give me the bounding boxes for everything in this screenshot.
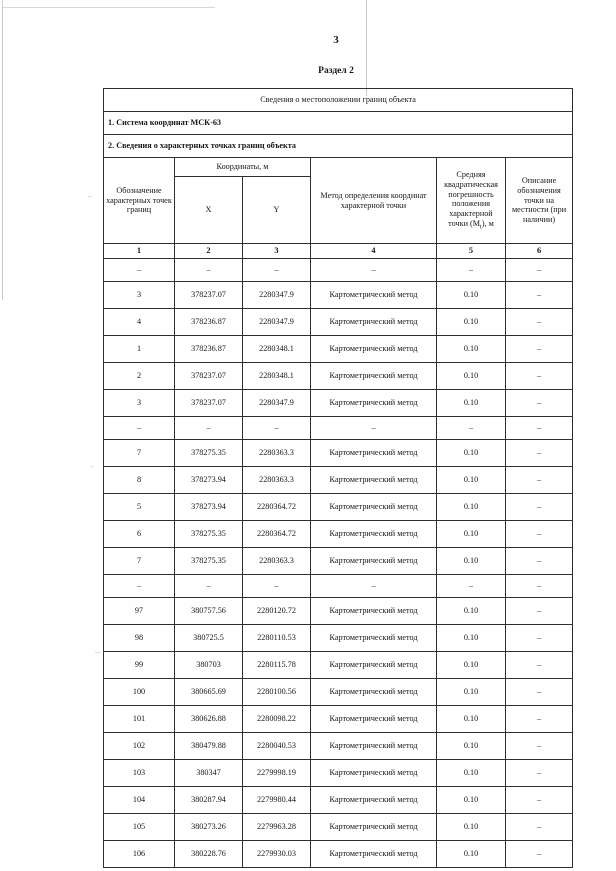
cell-coordinate-x: 378237.07	[175, 363, 243, 390]
cell-coordinate-y: 2280120.72	[243, 598, 311, 625]
cell-mean-square-error: 0.10	[437, 841, 506, 868]
cell-point-number: 100	[104, 679, 175, 706]
table-row	[104, 521, 573, 548]
cell-coordinate-y: 2280110.53	[243, 625, 311, 652]
column-number-5: 5	[437, 244, 506, 259]
separator-cell-method: –	[311, 417, 437, 440]
cell-coordinate-x: 380725.5	[175, 625, 243, 652]
cell-determination-method: Картометрический метод	[311, 598, 437, 625]
section-label: Раздел 2	[318, 66, 354, 76]
cell-determination-method: Картометрический метод	[311, 390, 437, 417]
subsection-coordinate-system: 1. Система координат МСК-63	[104, 112, 573, 135]
cell-mean-square-error: 0.10	[437, 652, 506, 679]
cell-mean-square-error: 0.10	[437, 814, 506, 841]
separator-cell-error: –	[437, 575, 506, 598]
cell-point-number: 98	[104, 625, 175, 652]
cell-point-description: –	[506, 390, 573, 417]
cell-mean-square-error: 0.10	[437, 440, 506, 467]
cell-point-description: –	[506, 706, 573, 733]
cell-determination-method: Картометрический метод	[311, 787, 437, 814]
cell-coordinate-y: 2279998.19	[243, 760, 311, 787]
table-row	[104, 440, 573, 467]
scan-speck	[95, 652, 101, 653]
header-y: Y	[243, 177, 311, 244]
cell-determination-method: Картометрический метод	[311, 336, 437, 363]
table-row	[104, 679, 573, 706]
cell-point-number: 104	[104, 787, 175, 814]
cell-determination-method: Картометрический метод	[311, 363, 437, 390]
header-row-top	[104, 158, 573, 177]
boundary-points-table	[103, 88, 573, 868]
table-row	[104, 733, 573, 760]
header-mean-square-error	[437, 158, 506, 244]
cell-point-description: –	[506, 787, 573, 814]
column-number-2: 2	[175, 244, 243, 259]
cell-determination-method: Картометрический метод	[311, 282, 437, 309]
cell-point-number: 101	[104, 706, 175, 733]
table-separator-row	[104, 259, 573, 282]
cell-point-number: 1	[104, 336, 175, 363]
cell-coordinate-y: 2280098.22	[243, 706, 311, 733]
cell-coordinate-x: 380757.56	[175, 598, 243, 625]
cell-determination-method: Картометрический метод	[311, 706, 437, 733]
table-row	[104, 652, 573, 679]
cell-coordinate-x: 380228.76	[175, 841, 243, 868]
cell-coordinate-x: 380347	[175, 760, 243, 787]
cell-coordinate-x: 380479.88	[175, 733, 243, 760]
scan-speck	[90, 466, 93, 467]
subsection-1-row	[104, 112, 573, 135]
cell-mean-square-error: 0.10	[437, 309, 506, 336]
cell-point-number: 2	[104, 363, 175, 390]
cell-coordinate-x: 378273.94	[175, 494, 243, 521]
table-row	[104, 814, 573, 841]
column-number-1: 1	[104, 244, 175, 259]
column-number-4: 4	[311, 244, 437, 259]
cell-point-number: 7	[104, 548, 175, 575]
cell-point-description: –	[506, 733, 573, 760]
page-margin-rule	[366, 0, 367, 96]
cell-mean-square-error: 0.10	[437, 521, 506, 548]
separator-cell-error: –	[437, 259, 506, 282]
cell-point-description: –	[506, 494, 573, 521]
cell-point-number: 6	[104, 521, 175, 548]
header-point-designation: Обозначение характерных точек границ	[104, 158, 175, 244]
cell-coordinate-x: 380287.94	[175, 787, 243, 814]
cell-determination-method: Картометрический метод	[311, 841, 437, 868]
cell-determination-method: Картометрический метод	[311, 521, 437, 548]
header-x: X	[175, 177, 243, 244]
cell-mean-square-error: 0.10	[437, 282, 506, 309]
cell-mean-square-error: 0.10	[437, 733, 506, 760]
table-row	[104, 390, 573, 417]
separator-cell-point: –	[104, 259, 175, 282]
cell-point-description: –	[506, 814, 573, 841]
separator-cell-x: –	[175, 259, 243, 282]
separator-cell-method: –	[311, 259, 437, 282]
cell-point-number: 3	[104, 282, 175, 309]
separator-cell-y: –	[243, 417, 311, 440]
cell-point-description: –	[506, 440, 573, 467]
column-number-row	[104, 244, 573, 259]
cell-point-number: 102	[104, 733, 175, 760]
separator-cell-x: –	[175, 417, 243, 440]
cell-coordinate-x: 380626.88	[175, 706, 243, 733]
cell-coordinate-x: 378236.87	[175, 336, 243, 363]
cell-point-description: –	[506, 760, 573, 787]
cell-determination-method: Картометрический метод	[311, 440, 437, 467]
page-number: 3	[333, 34, 339, 46]
separator-cell-error: –	[437, 417, 506, 440]
cell-coordinate-y: 2280100.56	[243, 679, 311, 706]
cell-mean-square-error: 0.10	[437, 336, 506, 363]
cell-coordinate-y: 2280364.72	[243, 521, 311, 548]
cell-mean-square-error: 0.10	[437, 390, 506, 417]
cell-coordinate-y: 2280363.3	[243, 548, 311, 575]
header-determination-method: Метод определения координат характерной точки	[311, 158, 437, 244]
cell-coordinate-y: 2280363.3	[243, 440, 311, 467]
cell-point-description: –	[506, 309, 573, 336]
cell-coordinate-x: 380703	[175, 652, 243, 679]
cell-coordinate-y: 2280363.3	[243, 467, 311, 494]
cell-coordinate-x: 380665.69	[175, 679, 243, 706]
separator-cell-point: –	[104, 575, 175, 598]
cell-point-number: 99	[104, 652, 175, 679]
column-number-6: 6	[506, 244, 573, 259]
cell-coordinate-y: 2280364.72	[243, 494, 311, 521]
cell-point-number: 3	[104, 390, 175, 417]
cell-point-number: 4	[104, 309, 175, 336]
cell-point-number: 103	[104, 760, 175, 787]
table-row	[104, 494, 573, 521]
table-body	[104, 259, 573, 868]
table-row	[104, 841, 573, 868]
cell-point-description: –	[506, 652, 573, 679]
cell-coordinate-y: 2280040.53	[243, 733, 311, 760]
cell-mean-square-error: 0.10	[437, 467, 506, 494]
table-row	[104, 548, 573, 575]
separator-cell-y: –	[243, 575, 311, 598]
cell-coordinate-x: 378236.87	[175, 309, 243, 336]
cell-point-description: –	[506, 548, 573, 575]
cell-point-number: 97	[104, 598, 175, 625]
cell-point-description: –	[506, 625, 573, 652]
cell-coordinate-y: 2280115.78	[243, 652, 311, 679]
table-row	[104, 625, 573, 652]
scan-corner-artifact	[3, 0, 215, 8]
cell-determination-method: Картометрический метод	[311, 494, 437, 521]
cell-mean-square-error: 0.10	[437, 787, 506, 814]
table-row	[104, 336, 573, 363]
table-row	[104, 309, 573, 336]
cell-determination-method: Картометрический метод	[311, 625, 437, 652]
header-coordinates-group: Координаты, м	[175, 158, 311, 177]
cell-point-description: –	[506, 282, 573, 309]
separator-cell-y: –	[243, 259, 311, 282]
cell-point-number: 8	[104, 467, 175, 494]
cell-point-number: 5	[104, 494, 175, 521]
cell-mean-square-error: 0.10	[437, 548, 506, 575]
cell-determination-method: Картометрический метод	[311, 679, 437, 706]
separator-cell-description: –	[506, 575, 573, 598]
subsection-2-row	[104, 135, 573, 158]
separator-cell-description: –	[506, 259, 573, 282]
cell-determination-method: Картометрический метод	[311, 652, 437, 679]
table-title-row	[104, 89, 573, 112]
separator-cell-point: –	[104, 417, 175, 440]
cell-determination-method: Картометрический метод	[311, 733, 437, 760]
cell-coordinate-x: 378275.35	[175, 440, 243, 467]
cell-coordinate-x: 378273.94	[175, 467, 243, 494]
table-row	[104, 282, 573, 309]
cell-coordinate-y: 2279980.44	[243, 787, 311, 814]
table-row	[104, 363, 573, 390]
cell-mean-square-error: 0.10	[437, 760, 506, 787]
table-row	[104, 760, 573, 787]
cell-coordinate-x: 378237.07	[175, 390, 243, 417]
table-row	[104, 467, 573, 494]
cell-point-description: –	[506, 467, 573, 494]
table-separator-row	[104, 417, 573, 440]
cell-coordinate-y: 2280347.9	[243, 390, 311, 417]
cell-determination-method: Картометрический метод	[311, 814, 437, 841]
cell-mean-square-error: 0.10	[437, 625, 506, 652]
header-mse-subscript: t	[480, 223, 482, 231]
cell-mean-square-error: 0.10	[437, 706, 506, 733]
cell-coordinate-y: 2279963.28	[243, 814, 311, 841]
column-number-3: 3	[243, 244, 311, 259]
cell-mean-square-error: 0.10	[437, 494, 506, 521]
cell-coordinate-x: 378275.35	[175, 548, 243, 575]
cell-point-number: 7	[104, 440, 175, 467]
cell-point-description: –	[506, 521, 573, 548]
cell-point-description: –	[506, 598, 573, 625]
separator-cell-description: –	[506, 417, 573, 440]
scan-speck	[88, 196, 92, 197]
cell-determination-method: Картометрический метод	[311, 467, 437, 494]
cell-point-number: 106	[104, 841, 175, 868]
cell-coordinate-x: 380273.26	[175, 814, 243, 841]
cell-coordinate-y: 2280348.1	[243, 363, 311, 390]
cell-point-number: 105	[104, 814, 175, 841]
cell-coordinate-x: 378237.07	[175, 282, 243, 309]
cell-point-description: –	[506, 363, 573, 390]
cell-mean-square-error: 0.10	[437, 679, 506, 706]
table-row	[104, 598, 573, 625]
table-separator-row	[104, 575, 573, 598]
cell-mean-square-error: 0.10	[437, 598, 506, 625]
table-row	[104, 706, 573, 733]
table-row	[104, 787, 573, 814]
cell-coordinate-x: 378275.35	[175, 521, 243, 548]
header-mse-text-post: ), м	[481, 218, 494, 228]
cell-coordinate-y: 2279930.03	[243, 841, 311, 868]
cell-point-description: –	[506, 336, 573, 363]
cell-determination-method: Картометрический метод	[311, 309, 437, 336]
cell-point-description: –	[506, 841, 573, 868]
cell-point-description: –	[506, 679, 573, 706]
cell-mean-square-error: 0.10	[437, 363, 506, 390]
separator-cell-x: –	[175, 575, 243, 598]
cell-coordinate-y: 2280347.9	[243, 282, 311, 309]
separator-cell-method: –	[311, 575, 437, 598]
cell-determination-method: Картометрический метод	[311, 548, 437, 575]
header-point-description: Описание обозначения точки на местности (при наличии)	[506, 158, 573, 244]
table-title: Сведения о местоположении границ объекта	[104, 89, 573, 112]
cell-coordinate-y: 2280347.9	[243, 309, 311, 336]
subsection-characteristic-points: 2. Сведения о характерных точках границ объекта	[104, 135, 573, 158]
cell-determination-method: Картометрический метод	[311, 760, 437, 787]
cell-coordinate-y: 2280348.1	[243, 336, 311, 363]
header-mse-text-pre: Средняя квадратическая погрешность положения характерной точки (М	[444, 170, 498, 228]
